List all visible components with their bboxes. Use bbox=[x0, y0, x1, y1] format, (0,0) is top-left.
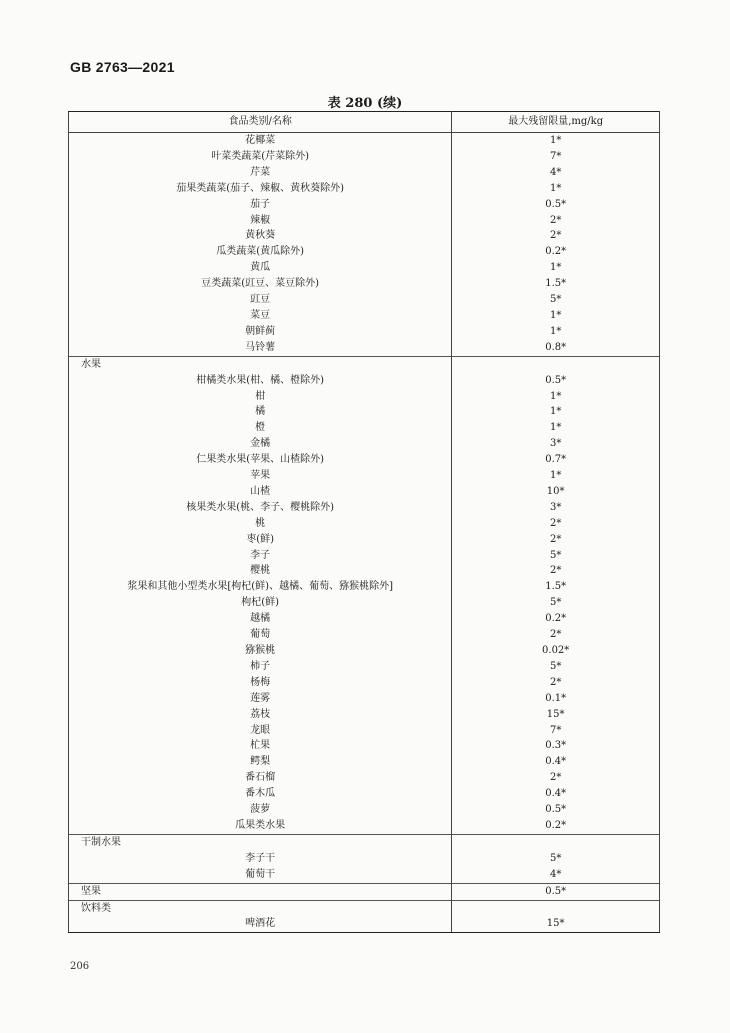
max-residue-limit: 4* bbox=[452, 867, 660, 883]
category-row bbox=[69, 356, 660, 372]
table-row bbox=[69, 691, 660, 707]
food-name: 李子 bbox=[69, 548, 452, 564]
category-row bbox=[69, 883, 660, 900]
table-row bbox=[69, 165, 660, 181]
food-name: 瓜果类水果 bbox=[69, 818, 452, 834]
standard-code: GB 2763—2021 bbox=[70, 59, 175, 75]
category-name: 干制水果 bbox=[69, 834, 452, 850]
table-row bbox=[69, 260, 660, 276]
food-name: 柑 bbox=[69, 389, 452, 405]
max-residue-limit: 1* bbox=[452, 404, 660, 420]
food-name: 朝鲜蓟 bbox=[69, 324, 452, 340]
table-row bbox=[69, 308, 660, 324]
table-row bbox=[69, 723, 660, 739]
max-residue-limit: 1* bbox=[452, 389, 660, 405]
table-row bbox=[69, 420, 660, 436]
table-row bbox=[69, 324, 660, 340]
table-row bbox=[69, 292, 660, 308]
table-header-row bbox=[69, 112, 660, 133]
table-row bbox=[69, 611, 660, 627]
max-residue-limit: 1* bbox=[452, 181, 660, 197]
table-row bbox=[69, 516, 660, 532]
table-row bbox=[69, 228, 660, 244]
food-name: 番木瓜 bbox=[69, 786, 452, 802]
food-name: 莲雾 bbox=[69, 691, 452, 707]
table-row bbox=[69, 404, 660, 420]
food-name: 黄秋葵 bbox=[69, 228, 452, 244]
food-name: 豇豆 bbox=[69, 292, 452, 308]
food-name: 柿子 bbox=[69, 659, 452, 675]
table-row bbox=[69, 133, 660, 149]
max-residue-limit: 1.5* bbox=[452, 579, 660, 595]
table-row bbox=[69, 754, 660, 770]
food-name: 浆果和其他小型类水果[枸杞(鲜)、越橘、葡萄、猕猴桃除外] bbox=[69, 579, 452, 595]
max-residue-limit: 2* bbox=[452, 770, 660, 786]
max-residue-limit: 4* bbox=[452, 165, 660, 181]
food-name: 杧果 bbox=[69, 738, 452, 754]
food-name: 山楂 bbox=[69, 484, 452, 500]
max-residue-limit: 3* bbox=[452, 436, 660, 452]
max-residue-limit: 15* bbox=[452, 916, 660, 932]
table-row bbox=[69, 548, 660, 564]
table-row bbox=[69, 197, 660, 213]
table-row bbox=[69, 213, 660, 229]
food-name: 枸杞(鲜) bbox=[69, 595, 452, 611]
food-name: 茄子 bbox=[69, 197, 452, 213]
max-residue-limit: 2* bbox=[452, 228, 660, 244]
max-residue-limit: 2* bbox=[452, 675, 660, 691]
table-row bbox=[69, 532, 660, 548]
max-residue-limit: 2* bbox=[452, 516, 660, 532]
category-name: 水果 bbox=[69, 356, 452, 372]
table-row bbox=[69, 595, 660, 611]
max-residue-limit: 0.02* bbox=[452, 643, 660, 659]
max-residue-limit: 10* bbox=[452, 484, 660, 500]
max-residue-limit: 5* bbox=[452, 595, 660, 611]
table-row bbox=[69, 340, 660, 356]
max-residue-limit: 7* bbox=[452, 723, 660, 739]
food-name: 苹果 bbox=[69, 468, 452, 484]
table-row bbox=[69, 579, 660, 595]
food-name: 芹菜 bbox=[69, 165, 452, 181]
max-residue-limit: 3* bbox=[452, 500, 660, 516]
max-residue-limit: 0.4* bbox=[452, 754, 660, 770]
max-residue-limit: 2* bbox=[452, 532, 660, 548]
max-residue-limit: 0.5* bbox=[452, 197, 660, 213]
max-residue-limit: 1.5* bbox=[452, 276, 660, 292]
table-row bbox=[69, 563, 660, 579]
food-name: 黄瓜 bbox=[69, 260, 452, 276]
max-residue-limit bbox=[452, 900, 660, 916]
food-name: 豆类蔬菜(豇豆、菜豆除外) bbox=[69, 276, 452, 292]
mrl-table bbox=[68, 111, 660, 933]
max-residue-limit: 15* bbox=[452, 707, 660, 723]
max-residue-limit: 0.2* bbox=[452, 244, 660, 260]
food-name: 荔枝 bbox=[69, 707, 452, 723]
table-row bbox=[69, 786, 660, 802]
max-residue-limit: 0.5* bbox=[452, 373, 660, 389]
max-residue-limit: 0.2* bbox=[452, 611, 660, 627]
food-name: 叶菜类蔬菜(芹菜除外) bbox=[69, 149, 452, 165]
food-name: 葡萄 bbox=[69, 627, 452, 643]
page-number: 206 bbox=[70, 961, 90, 972]
max-residue-limit: 0.5* bbox=[452, 883, 660, 900]
food-name: 金橘 bbox=[69, 436, 452, 452]
max-residue-limit: 0.8* bbox=[452, 340, 660, 356]
max-residue-limit: 7* bbox=[452, 149, 660, 165]
table-row bbox=[69, 244, 660, 260]
food-name: 仁果类水果(苹果、山楂除外) bbox=[69, 452, 452, 468]
food-name: 番石榴 bbox=[69, 770, 452, 786]
food-name: 马铃薯 bbox=[69, 340, 452, 356]
max-residue-limit: 5* bbox=[452, 659, 660, 675]
table-row bbox=[69, 643, 660, 659]
max-residue-limit: 5* bbox=[452, 851, 660, 867]
food-name: 菠萝 bbox=[69, 802, 452, 818]
food-name: 桃 bbox=[69, 516, 452, 532]
food-name: 猕猴桃 bbox=[69, 643, 452, 659]
max-residue-limit: 0.5* bbox=[452, 802, 660, 818]
max-residue-limit: 0.1* bbox=[452, 691, 660, 707]
food-name: 鳄梨 bbox=[69, 754, 452, 770]
max-residue-limit: 5* bbox=[452, 548, 660, 564]
max-residue-limit: 2* bbox=[452, 627, 660, 643]
table-row bbox=[69, 675, 660, 691]
food-name: 杨梅 bbox=[69, 675, 452, 691]
table-row bbox=[69, 149, 660, 165]
food-name: 越橘 bbox=[69, 611, 452, 627]
table-row bbox=[69, 707, 660, 723]
max-residue-limit: 1* bbox=[452, 133, 660, 149]
max-residue-limit: 2* bbox=[452, 213, 660, 229]
max-residue-limit: 5* bbox=[452, 292, 660, 308]
category-row bbox=[69, 834, 660, 850]
table-row bbox=[69, 389, 660, 405]
food-name: 葡萄干 bbox=[69, 867, 452, 883]
table-row bbox=[69, 452, 660, 468]
table-row bbox=[69, 659, 660, 675]
food-name: 花椰菜 bbox=[69, 133, 452, 149]
max-residue-limit: 0.3* bbox=[452, 738, 660, 754]
food-name: 辣椒 bbox=[69, 213, 452, 229]
max-residue-limit: 1* bbox=[452, 308, 660, 324]
table-row bbox=[69, 276, 660, 292]
max-residue-limit: 0.7* bbox=[452, 452, 660, 468]
table-row bbox=[69, 916, 660, 932]
category-name: 饮料类 bbox=[69, 900, 452, 916]
table-row bbox=[69, 802, 660, 818]
food-name: 橙 bbox=[69, 420, 452, 436]
category-name: 坚果 bbox=[69, 883, 452, 900]
column-header-food-name: 食品类别/名称 bbox=[69, 112, 452, 133]
food-name: 李子干 bbox=[69, 851, 452, 867]
max-residue-limit: 0.2* bbox=[452, 818, 660, 834]
table-row bbox=[69, 373, 660, 389]
max-residue-limit: 0.4* bbox=[452, 786, 660, 802]
max-residue-limit: 1* bbox=[452, 468, 660, 484]
max-residue-limit: 1* bbox=[452, 260, 660, 276]
food-name: 樱桃 bbox=[69, 563, 452, 579]
max-residue-limit: 1* bbox=[452, 324, 660, 340]
table-row bbox=[69, 738, 660, 754]
max-residue-limit: 1* bbox=[452, 420, 660, 436]
column-header-max-residue: 最大残留限量,mg/kg bbox=[452, 112, 660, 133]
food-name: 柑橘类水果(柑、橘、橙除外) bbox=[69, 373, 452, 389]
table-row bbox=[69, 818, 660, 834]
table-row bbox=[69, 468, 660, 484]
table-row bbox=[69, 851, 660, 867]
category-row bbox=[69, 900, 660, 916]
food-name: 橘 bbox=[69, 404, 452, 420]
table-row bbox=[69, 181, 660, 197]
table-row bbox=[69, 500, 660, 516]
food-name: 菜豆 bbox=[69, 308, 452, 324]
max-residue-limit: 2* bbox=[452, 563, 660, 579]
food-name: 茄果类蔬菜(茄子、辣椒、黄秋葵除外) bbox=[69, 181, 452, 197]
table-row bbox=[69, 436, 660, 452]
food-name: 啤酒花 bbox=[69, 916, 452, 932]
food-name: 龙眼 bbox=[69, 723, 452, 739]
food-name: 瓜类蔬菜(黄瓜除外) bbox=[69, 244, 452, 260]
food-name: 枣(鲜) bbox=[69, 532, 452, 548]
table-body bbox=[69, 133, 660, 933]
max-residue-limit bbox=[452, 356, 660, 372]
table-title: 表 280 (续) bbox=[327, 96, 403, 111]
max-residue-limit bbox=[452, 834, 660, 850]
table-row bbox=[69, 627, 660, 643]
table-row bbox=[69, 867, 660, 883]
table-row bbox=[69, 484, 660, 500]
food-name: 核果类水果(桃、李子、樱桃除外) bbox=[69, 500, 452, 516]
table-row bbox=[69, 770, 660, 786]
